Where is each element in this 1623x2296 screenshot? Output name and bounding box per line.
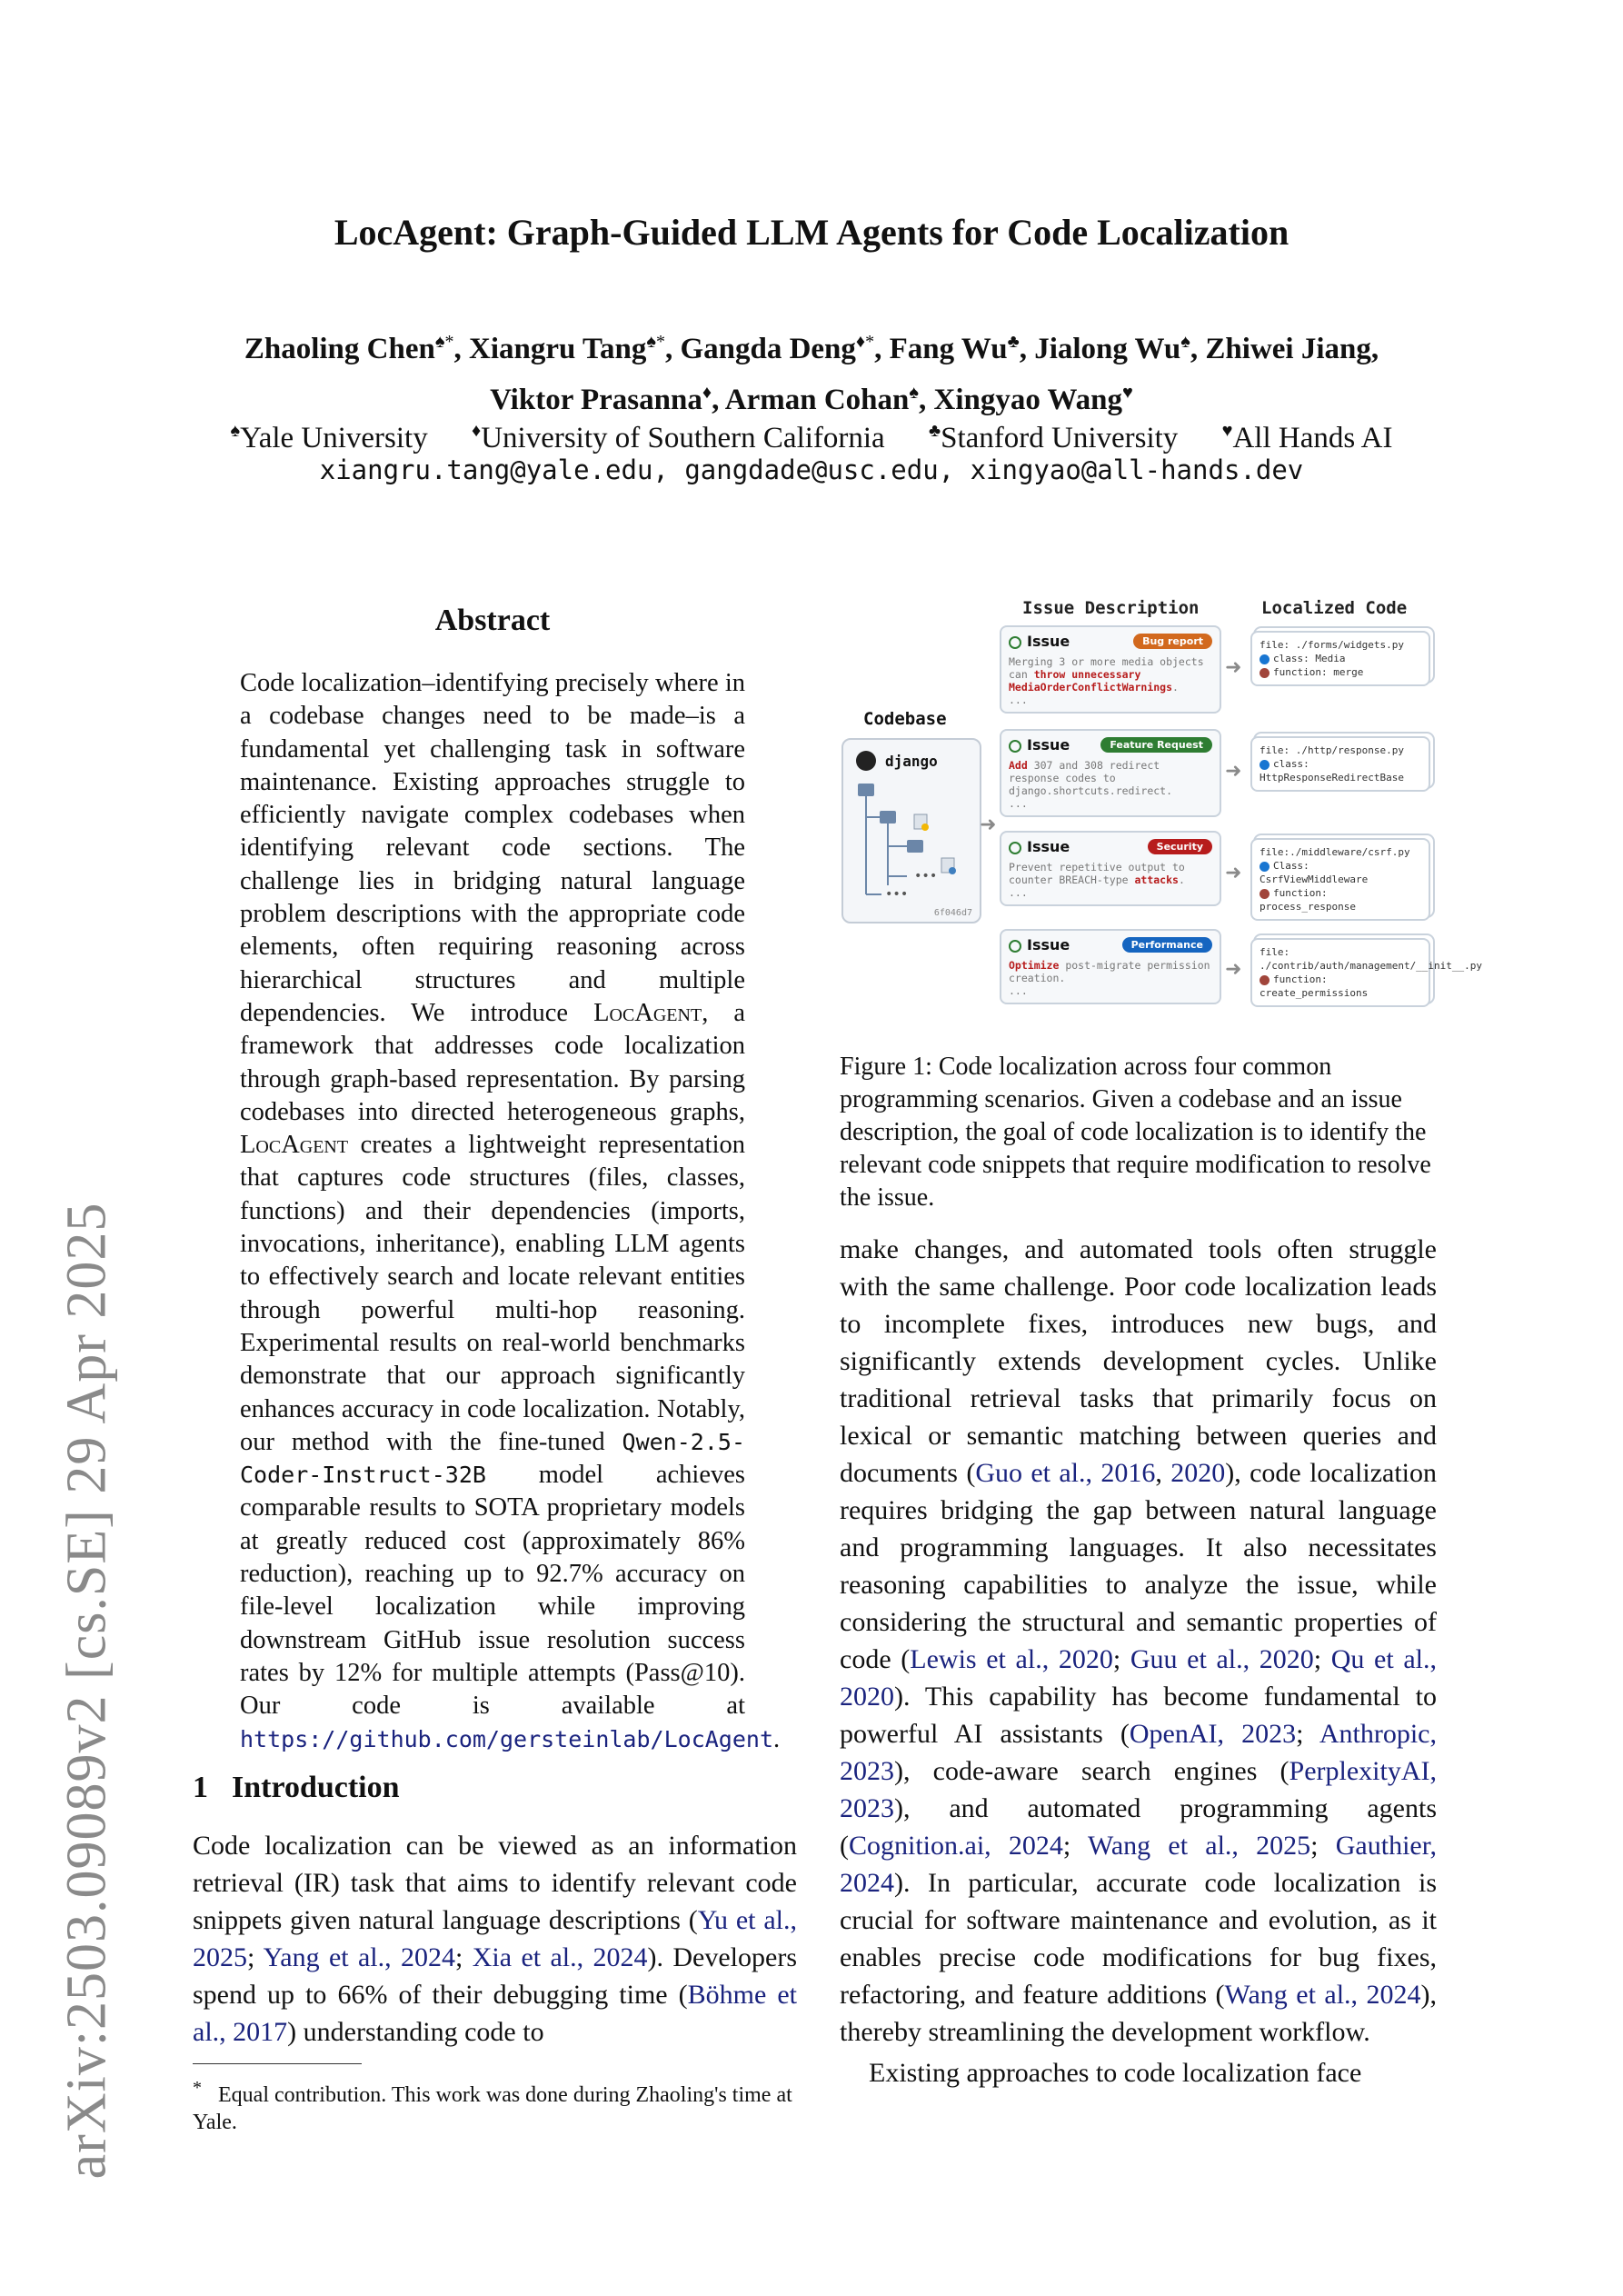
body-text: ,	[1155, 1458, 1171, 1488]
arrow-icon: ➜	[1225, 862, 1242, 884]
body-text: ;	[247, 1942, 264, 1972]
citation-link[interactable]: PerplexityAI, 2023	[840, 1756, 1437, 1823]
issue-label: Issue	[1027, 838, 1070, 855]
function-icon	[1260, 889, 1270, 899]
body-text: ), code-aware search engines (	[894, 1756, 1289, 1786]
localized-file: file: ./contrib/auth/management/__init__.py	[1260, 946, 1483, 972]
section-heading	[193, 1771, 423, 1805]
codebase-panel	[841, 738, 981, 923]
author: Gangda Deng	[680, 333, 856, 365]
abstract-text: model achieves comparable results to SOTA proprietary models at greatly reduced cost (approximately 86% reduction), reaching up to 92.7% accuracy on file-level localization while improving downstream GitHub issue resolution success rates by 12% for multiple attempts (Pass@10). Our code is available at	[240, 1461, 745, 1721]
issue-tag: Performance	[1122, 937, 1212, 953]
paragraph: Existing approaches to code localization face	[869, 2058, 1362, 2088]
localized-file: file: ./forms/widgets.py	[1260, 639, 1404, 651]
arrow-icon: ➜	[1225, 656, 1242, 679]
localized-class: class: Media	[1273, 653, 1346, 664]
citation-link[interactable]: Cognition.ai, 2024	[849, 1831, 1063, 1861]
localized-class: Class: CsrfViewMiddleware	[1260, 860, 1369, 885]
citation-link[interactable]: Qu et al., 2020	[840, 1644, 1437, 1712]
footnote-rule	[193, 2063, 362, 2064]
affiliations	[109, 411, 1514, 458]
affiliation: Yale University	[240, 422, 428, 454]
citation-link[interactable]: 2020	[1170, 1458, 1226, 1488]
citation-link[interactable]: Guu et al., 2020	[1130, 1644, 1314, 1674]
repo-name: django	[885, 752, 938, 770]
issue-keyword: throw unnecessary MediaOrderConflictWarnings	[1009, 668, 1173, 694]
citation-link[interactable]: OpenAI, 2023	[1129, 1719, 1297, 1749]
localized-function: function: merge	[1273, 666, 1364, 678]
citation-link[interactable]: Wang et al., 2025	[1087, 1831, 1311, 1861]
localized-code-header: Localized Code	[1261, 598, 1408, 618]
arrow-icon: ➜	[980, 814, 997, 836]
function-icon	[1260, 668, 1270, 678]
issue-description-header: Issue Description	[1022, 598, 1200, 618]
affiliation-mark: ♥	[1221, 421, 1233, 441]
issue-label: Issue	[1027, 633, 1070, 650]
body-text: ) understanding code to	[287, 2017, 544, 2047]
issue-text: Merging 3 or more media objects can	[1009, 655, 1204, 681]
body-text: make changes, and automated tools often struggle with the same challenge. Poor code localization leads to incomplete fixes, introduces new bugs, and significantly extends development cycles. Unlike traditional retrieval tasks that primarily focus on lexical or semantic matching between queries and documents (	[840, 1234, 1437, 1488]
author: Zhiwei Jiang,	[1205, 333, 1379, 365]
citation-link[interactable]: Böhme et al., 2017	[193, 1980, 797, 2047]
right-column-text	[840, 1231, 1437, 2091]
figure-caption: Figure 1: Code localization across four common programming scenarios. Given a codebase and an issue description, the goal of code localization is to identify the relevant code snippets that require modification to resolve the issue.	[840, 1053, 1431, 1212]
localized-function: function: create_permissions	[1260, 973, 1369, 999]
issue-icon	[1009, 636, 1021, 649]
citation-link[interactable]: Wang et al., 2024	[1224, 1980, 1421, 2010]
localized-file: file:./middleware/csrf.py	[1260, 846, 1410, 858]
commit-hash: 6f046d7	[933, 908, 972, 918]
localized-card-3	[1250, 838, 1430, 921]
body-text: ). Developers spend up to 66% of their debugging time (	[193, 1942, 797, 2010]
arrow-icon: ➜	[1225, 958, 1242, 981]
author-emails[interactable]: xiangru.tang@yale.edu, gangdade@usc.edu, xingyao@all-hands.dev	[319, 454, 1304, 485]
author: Fang Wu	[889, 333, 1008, 365]
localized-class: class: HttpResponseRedirectBase	[1260, 758, 1404, 784]
author: Xingyao Wang	[933, 384, 1123, 416]
footnote	[193, 2074, 797, 2136]
author-mark: ♠*	[646, 332, 665, 352]
issue-card-bug	[1000, 625, 1221, 714]
body-text: ), and automated programming agents (	[840, 1793, 1437, 1861]
body-text: Code localization can be viewed as an information retrieval (IR) task that aims to identify relevant code snippets given natural language descriptions (	[193, 1831, 797, 1935]
author-mark: ♠	[1180, 332, 1190, 352]
author: Arman Cohan	[724, 384, 910, 416]
issue-tag: Security	[1148, 839, 1212, 854]
citation-link[interactable]: Lewis et al., 2020	[910, 1644, 1113, 1674]
model-name: Qwen-2.5-Coder-Instruct-32B	[240, 1428, 745, 1489]
author-mark: ♠*	[434, 332, 454, 352]
affiliation: All Hands AI	[1232, 422, 1393, 454]
body-text: ;	[455, 1942, 473, 1972]
issue-label: Issue	[1027, 736, 1070, 754]
class-icon	[1260, 760, 1270, 770]
localized-card-2	[1250, 736, 1430, 792]
localized-file: file: ./http/response.py	[1260, 744, 1404, 756]
abstract-body	[240, 667, 781, 1756]
citation-link[interactable]: Guo et al., 2016	[975, 1458, 1156, 1488]
author-mark: ♣	[1007, 332, 1020, 352]
abstract-text: creates a lightweight representation that captures code structures (files, classes, functions) and their dependencies (imports, invocations, inheritance), enabling LLM agents to effectively search and locate relevant entities through powerful multi-hop reasoning. Experimental results on real-world benchmarks demonstrate that our approach significantly enhances accuracy in code localization. Notably, our method with the fine-tuned	[240, 1131, 745, 1456]
codebase-label: Codebase	[863, 709, 947, 729]
localized-function: function: process_response	[1260, 887, 1356, 913]
svg-text:•••: •••	[914, 869, 938, 883]
system-name: LocAgent	[240, 1131, 349, 1160]
issue-icon	[1009, 740, 1021, 753]
intro-paragraph	[193, 1827, 797, 2051]
arxiv-watermark: arXiv:2503.09089v2 [cs.SE] 29 Apr 2025	[55, 1202, 118, 2180]
affiliation-mark: ♣	[928, 421, 941, 441]
ellipsis: ...	[1009, 886, 1028, 899]
citation-link[interactable]: Yang et al., 2024	[263, 1942, 456, 1972]
section-number: 1	[193, 1771, 208, 1804]
issue-text: Prevent repetitive output to counter BREACH-type	[1009, 861, 1185, 886]
abstract-text: , a framework that addresses code localization through graph-based representation. By parsing codebases into directed heterogeneous graphs,	[240, 998, 746, 1126]
affiliation-mark: ♠	[230, 421, 241, 441]
body-text: ;	[1296, 1719, 1319, 1749]
issue-icon	[1009, 842, 1021, 854]
abstract-heading: Abstract	[434, 604, 551, 637]
system-name: LocAgent	[593, 998, 702, 1027]
body-text: ), thereby streamlining the development workflow.	[840, 1980, 1437, 2047]
footnote-text: Equal contribution. This work was done during Zhaoling's time at Yale.	[193, 2083, 792, 2134]
code-link[interactable]: https://github.com/gersteinlab/LocAgent	[240, 1725, 773, 1752]
issue-text: .	[1178, 873, 1185, 886]
footnote-mark: *	[193, 2078, 202, 2098]
folder-tree-icon	[843, 740, 980, 922]
abstract-text: Code localization–identifying precisely where in a codebase changes need to be made–is a fundamental yet challenging task in software maintenance. Existing approaches struggle to efficiently navigate complex codebases when identifying relevant code sections. The challenge lies in bridging natural language problem descriptions with the appropriate code elements, often requiring reasoning across hierarchical structures and multiple dependencies. We introduce	[240, 669, 745, 1027]
class-icon	[1260, 654, 1270, 664]
citation-link[interactable]: Yu et al., 2025	[193, 1905, 797, 1972]
issue-label: Issue	[1027, 936, 1070, 953]
issue-card-security	[1000, 831, 1221, 906]
body-text: ;	[1313, 1644, 1331, 1674]
author-mark: ♦*	[855, 332, 875, 352]
issue-tag: Feature Request	[1100, 737, 1212, 753]
affiliation: University of Southern California	[481, 422, 885, 454]
issue-icon	[1009, 940, 1021, 953]
function-icon	[1260, 975, 1270, 985]
localized-card-4	[1250, 938, 1483, 1007]
author: Viktor Prasanna	[490, 384, 702, 416]
body-text: ;	[1062, 1831, 1088, 1861]
author-list: Zhaoling Chen♠*, Xiangru Tang♠*, Gangda Deng♦*, Fang Wu♣, Jialong Wu♠, Zhiwei Jiang, Viktor Prasanna♦, Arman Cohan♠, Xingyao Wang♥	[244, 332, 1379, 416]
ellipsis: ...	[1009, 797, 1028, 810]
ellipsis: ...	[1009, 694, 1028, 706]
issue-keyword: Optimize	[1009, 959, 1060, 972]
body-text: ;	[1112, 1644, 1130, 1674]
author-mark: ♥	[1122, 383, 1133, 403]
localized-card-1	[1250, 631, 1430, 686]
svg-text:•••: •••	[885, 887, 909, 902]
issue-text: post-migrate permission creation.	[1009, 959, 1210, 984]
citation-link[interactable]: Gauthier, 2024	[840, 1831, 1438, 1898]
citation-link[interactable]: Xia et al., 2024	[472, 1942, 648, 1972]
issue-card-performance	[1000, 929, 1221, 1004]
abstract-text: .	[773, 1724, 781, 1753]
issue-text: 307 and 308 redirect response codes to django.shortcuts.redirect.	[1009, 759, 1173, 797]
section-title: Introduction	[232, 1771, 400, 1804]
affiliation: Stanford University	[941, 422, 1179, 454]
author: Xiangru Tang	[468, 333, 647, 365]
issue-keyword: attacks	[1134, 873, 1179, 886]
author-mark: ♦	[702, 383, 712, 403]
issue-text: .	[1172, 681, 1179, 694]
issue-card-feature	[1000, 729, 1221, 817]
affiliation-mark: ♦	[471, 421, 482, 441]
author-mark: ♠	[909, 383, 919, 403]
citation-link[interactable]: Anthropic, 2023	[840, 1719, 1437, 1786]
class-icon	[1260, 862, 1270, 872]
ellipsis: ...	[1009, 984, 1028, 997]
issue-tag: Bug report	[1133, 634, 1212, 649]
figure-1	[836, 591, 1483, 1027]
author: Zhaoling Chen	[244, 333, 435, 365]
body-text: ), code localization requires bridging the gap between natural language and programming languages. It also necessitates reasoning capabilities to analyze the issue, while considering the structural and semantic properties of code (	[840, 1458, 1438, 1674]
body-text: ). In particular, accurate code localization is crucial for software maintenance and evolution, as it enables precise code modifications for bug fixes, refactoring, and feature additions (	[840, 1868, 1437, 2010]
body-text: ;	[1310, 1831, 1336, 1861]
paper-title: LocAgent: Graph-Guided LLM Agents for Code Localization	[334, 212, 1289, 253]
arrow-icon: ➜	[1225, 760, 1242, 783]
issue-keyword: Add	[1009, 759, 1028, 772]
author: Jialong Wu	[1034, 333, 1181, 365]
body-text: ). This capability has become fundamental to powerful AI assistants (	[840, 1682, 1437, 1749]
